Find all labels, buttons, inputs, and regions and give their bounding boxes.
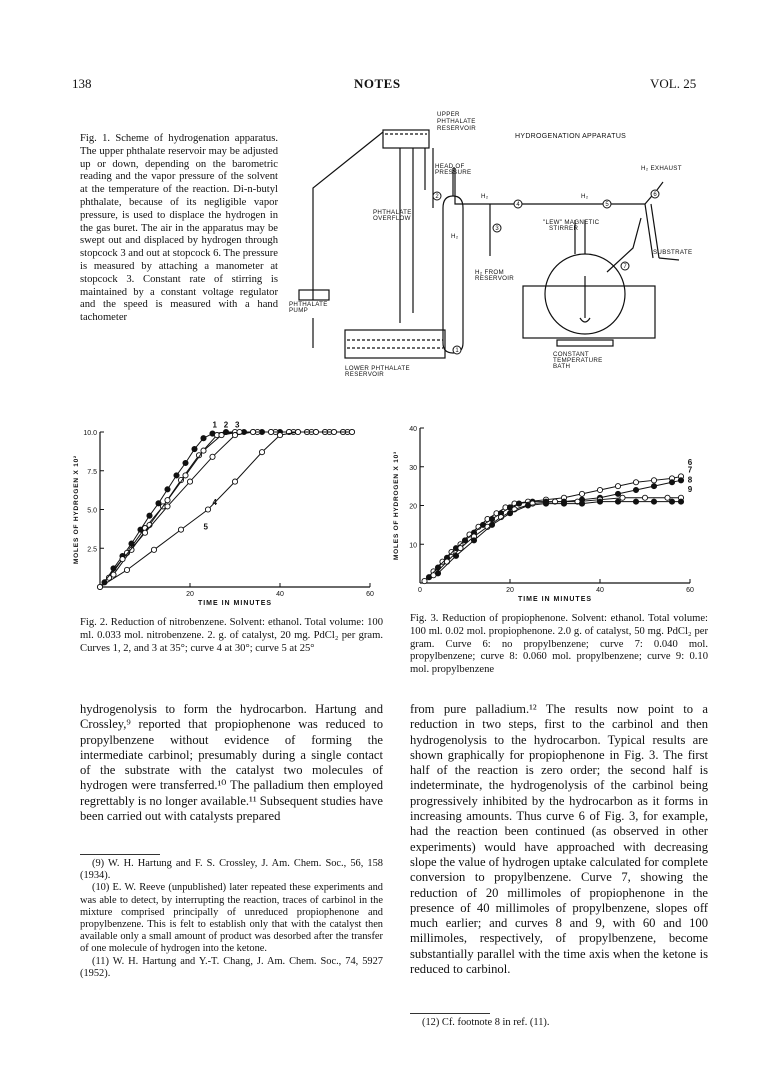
series-1-line	[105, 432, 353, 582]
series-4-line	[100, 432, 343, 587]
series-6-point	[579, 491, 584, 496]
x-tick-label: 20	[506, 587, 514, 594]
constant-temperature-bath	[523, 286, 655, 338]
series-5-point	[151, 547, 156, 552]
series-4-point	[250, 429, 255, 434]
series-5-point	[232, 479, 237, 484]
series-9-point	[678, 499, 683, 504]
fig3-caption: Fig. 3. Reduction of propiophenone. Solvent: ethanol. Total volume: 100 ml. 0.02 mol. propiophenone. 2.0 g. of catalyst, 50 mg. PdCl₂ per gram. Curve 6: no propylbenzene; curve 7: 0.040 mol. propylbenzene; curve 8: 0.060 mol. propylbenzene; curve 9: 0.10 mol. propylbenzene	[410, 613, 708, 676]
y-tick-label: 5.0	[87, 507, 97, 515]
series-9-point	[633, 499, 638, 504]
series-5-point	[259, 450, 264, 455]
series-5-point	[124, 567, 129, 572]
series-3-point	[183, 473, 188, 478]
curve-label-5: 5	[203, 522, 208, 532]
footnote-12: (12) Cf. footnote 8 in ref. (11).	[422, 1017, 550, 1028]
x-tick-label: 60	[686, 587, 694, 594]
y-tick-label: 30	[409, 464, 417, 472]
series-9-point	[453, 553, 458, 558]
diagram-title: HYDROGENATION APPARATUS	[515, 133, 627, 140]
fig3-chart	[390, 420, 700, 615]
series-1-point	[174, 473, 179, 478]
series-3-point	[165, 498, 170, 503]
curve-label-1: 1	[212, 420, 217, 430]
stopcock-2: 2	[435, 194, 439, 200]
label-bath-3: BATH	[553, 363, 571, 370]
curve-label-9: 9	[687, 484, 693, 494]
x-tick-label: 40	[596, 587, 604, 594]
series-9-point	[597, 499, 602, 504]
series-6-point	[615, 484, 620, 489]
body-column-right	[410, 702, 708, 977]
series-4-point	[187, 479, 192, 484]
series-6-point	[633, 480, 638, 485]
label-exhaust: H₂ EXHAUST	[641, 165, 682, 172]
series-4-point	[120, 557, 125, 562]
series-6-line	[425, 476, 682, 581]
curve-label-6: 6	[687, 457, 693, 467]
series-9-point	[615, 499, 620, 504]
series-6-point	[597, 487, 602, 492]
series-9-point	[471, 538, 476, 543]
label-upper-reservoir-3: RESERVOIR	[437, 125, 477, 132]
footnote-10: (10) E. W. Reeve (unpublished) later repeated these experiments and was able to detect, by interrupting the reaction, traces of carbinol in the mixture comprised principally of unreduced propiophenone and propylbenzene. This is felt to establish only that with the catalyst then available only a small amount of product was desorbed after the transfer of one molecule of hydrogen into the ketone.	[80, 882, 383, 955]
series-5-point	[277, 433, 282, 438]
series-1-point	[165, 487, 170, 492]
x-tick-label: 60	[366, 591, 374, 598]
body-paragraph-right: from pure palladium.¹² The results now point to a reduction in two steps, first to the carbinol and then hydrogenolysis to the hydrocarbon. Typical results are shown graphically for propiophenone in Fig. 3. The first half of the reaction is zero order; the second half is indeterminate, the hydrogenolysis of the carbinol being progressively inhibited by the hydrocarbon as it forms in increasing amounts. Thus curve 6 of Fig. 3, for example, had the reaction been continued (as observed in other experiments) would have approached with decreasing slope the value of hydrogen uptake calculated for complete conversion to propylbenzene. Curve 7, showing the reduction of 20 millimoles of propiophenone in the presence of 40 millimoles of propylbenzene, slopes off much earlier; and curves 8 and 9, with 60 and 100 millimoles, respectively, of propylbenzene, become substantially parallel with the time axis when the ketone is reduced to carbinol.	[410, 702, 708, 977]
phthalate-pump-box	[299, 290, 329, 300]
series-7-point	[489, 516, 494, 521]
series-1-point	[201, 436, 206, 441]
label-pump-1: PHTHALATE	[289, 301, 328, 308]
x-axis-label: TIME IN MINUTES	[517, 596, 593, 603]
fig1-apparatus-diagram	[285, 108, 695, 398]
x-tick-label: 40	[276, 591, 284, 598]
curve-label-3: 3	[235, 420, 240, 430]
y-axis-label: MOLES OF HYDROGEN X 10²	[73, 454, 80, 565]
label-h2-buret: H₂	[451, 233, 459, 240]
series-8-point	[665, 495, 670, 500]
series-8-point	[620, 495, 625, 500]
curve-label-8: 8	[687, 475, 693, 485]
series-5-point	[349, 429, 354, 434]
y-tick-label: 10.0	[83, 430, 97, 437]
series-4-point	[165, 504, 170, 509]
series-7-point	[516, 501, 521, 506]
series-5-point	[205, 507, 210, 512]
fig2-caption: Fig. 2. Reduction of nitrobenzene. Solvent: ethanol. Total volume: 100 ml. 0.033 mol. nitrobenzene. 2. g. of catalyst, 20 mg. PdCl₂ per gram. Curves 1, 2, and 3 at 35°; curve 4 at 30°; curve 5 at 25°	[80, 617, 383, 654]
series-9-point	[669, 499, 674, 504]
stopcock-7: 7	[623, 264, 627, 270]
curve-label-7: 7	[687, 465, 693, 475]
series-5-point	[313, 429, 318, 434]
series-4-point	[232, 433, 237, 438]
curve-label-4: 4	[212, 497, 217, 507]
label-lower-reservoir-1: LOWER PHTHALATE	[345, 365, 410, 372]
fig1-caption: Fig. 1. Scheme of hydrogenation apparatus. The upper phthalate reservoir may be adjusted up or down, depending on the barometric reading and the vapor pressure of the solvent at the temperature of the reaction. Di-n-butyl phthalate, because of its negligible vapor pressure, is used to displace the hydrogen in the gas buret. The air in the apparatus may be swept out and displaced by hydrogen through stopcock 3 and out at stopcock 6. The pressure is measured by attaching a manometer at stopcock 3. Constant rate of stirring is maintained by a constant voltage regulator and the speed is measured with a hand tachometer	[80, 133, 278, 324]
series-1-point	[183, 460, 188, 465]
series-6-point	[422, 578, 427, 583]
series-1-point	[192, 446, 197, 451]
series-4-point	[210, 454, 215, 459]
x-tick-label: 20	[186, 591, 194, 598]
y-tick-label: 2.5	[87, 546, 97, 554]
label-upper-reservoir-2: PHTHALATE	[437, 118, 476, 125]
body-paragraph-left: hydrogenolysis to form the hydrocarbon. Hartung and Crossley,⁹ reported that propiophenone was reduced to propylbenzene without evidence of forming the intermediate carbinol; presumably during a single contact of the substrate with the catalyst two molecules of hydrogen were transferred.¹⁰ The palladium then employed regrettably is no longer available.¹¹ Subsequent studies have been carried out with catalysts prepared	[80, 702, 383, 824]
stopcock-4: 4	[516, 202, 520, 208]
series-9-point	[435, 571, 440, 576]
series-9-point	[507, 511, 512, 516]
y-tick-label: 7.5	[87, 468, 97, 476]
series-5-point	[331, 429, 336, 434]
label-head-2: PRESSURE	[435, 169, 472, 176]
label-overflow-1: PHTHALATE	[373, 209, 412, 216]
y-axis-label: MOLES OF HYDROGEN X 10³	[393, 450, 400, 561]
footnote-rule-right	[410, 1013, 490, 1014]
label-head-1: HEAD OF	[435, 163, 465, 170]
series-6-point	[449, 549, 454, 554]
label-bath-2: TEMPERATURE	[553, 357, 603, 364]
series-9-point	[561, 501, 566, 506]
series-2-line	[109, 432, 343, 578]
series-7-point	[633, 487, 638, 492]
footnotes-left	[80, 858, 383, 980]
label-substrate: SUBSTRATE	[653, 249, 693, 256]
label-bath-1: CONSTANT	[553, 351, 589, 358]
series-4-point	[268, 429, 273, 434]
series-9-point	[525, 503, 530, 508]
label-lower-reservoir-2: RESERVOIR	[345, 371, 385, 378]
body-column-left	[80, 702, 383, 824]
series-9-point	[651, 499, 656, 504]
footnote-11: (11) W. H. Hartung and Y.-T. Chang, J. Am. Chem. Soc., 74, 5927 (1952).	[80, 955, 383, 979]
x-axis-label: TIME IN MINUTES	[197, 600, 273, 607]
series-3-point	[219, 433, 224, 438]
series-7-point	[678, 478, 683, 483]
volume-label: VOL. 25	[650, 76, 697, 91]
label-pump-2: PUMP	[289, 307, 309, 314]
series-6-point	[651, 478, 656, 483]
curve-label-2: 2	[223, 420, 229, 430]
fig2-chart	[70, 420, 380, 615]
label-stirrer-1: "LEW" MAGNETIC	[543, 219, 600, 226]
stopcock-5: 5	[605, 202, 609, 208]
series-7-point	[669, 480, 674, 485]
stopcock-6: 6	[653, 192, 657, 198]
series-7-point	[651, 484, 656, 489]
x-tick-label: 0	[418, 587, 422, 594]
series-5-point	[97, 584, 102, 589]
running-head: NOTES	[354, 76, 401, 91]
stopcock-1: 1	[455, 348, 459, 354]
label-from-reservoir-1: H₂ FROM	[475, 269, 504, 276]
series-7-point	[615, 491, 620, 496]
label-upper-reservoir-1: UPPER	[437, 111, 460, 118]
page-number: 138	[72, 76, 92, 91]
label-overflow-2: OVERFLOW	[373, 215, 411, 222]
series-5-point	[178, 527, 183, 532]
series-7-line	[429, 480, 681, 577]
label-h2-a: H₂	[481, 193, 489, 200]
series-1-point	[147, 513, 152, 518]
footnotes-right	[410, 1017, 708, 1029]
stopcock-3: 3	[495, 226, 499, 232]
y-tick-label: 10	[409, 542, 417, 550]
label-h2-b: H₂	[581, 193, 589, 200]
series-5-point	[295, 429, 300, 434]
series-9-point	[543, 501, 548, 506]
series-5-line	[100, 432, 352, 587]
series-8-point	[642, 495, 647, 500]
series-9-point	[489, 522, 494, 527]
series-9-point	[579, 501, 584, 506]
series-4-point	[142, 530, 147, 535]
label-stirrer-2: STIRRER	[549, 225, 579, 232]
y-tick-label: 20	[409, 503, 417, 511]
label-from-reservoir-2: RESERVOIR	[475, 275, 515, 282]
footnote-9: (9) W. H. Hartung and F. S. Crossley, J. Am. Chem. Soc., 56, 158 (1934).	[80, 858, 383, 882]
upper-reservoir-vessel	[383, 130, 429, 148]
y-tick-label: 40	[409, 426, 417, 433]
series-3-point	[201, 448, 206, 453]
footnote-rule-left	[80, 854, 160, 855]
